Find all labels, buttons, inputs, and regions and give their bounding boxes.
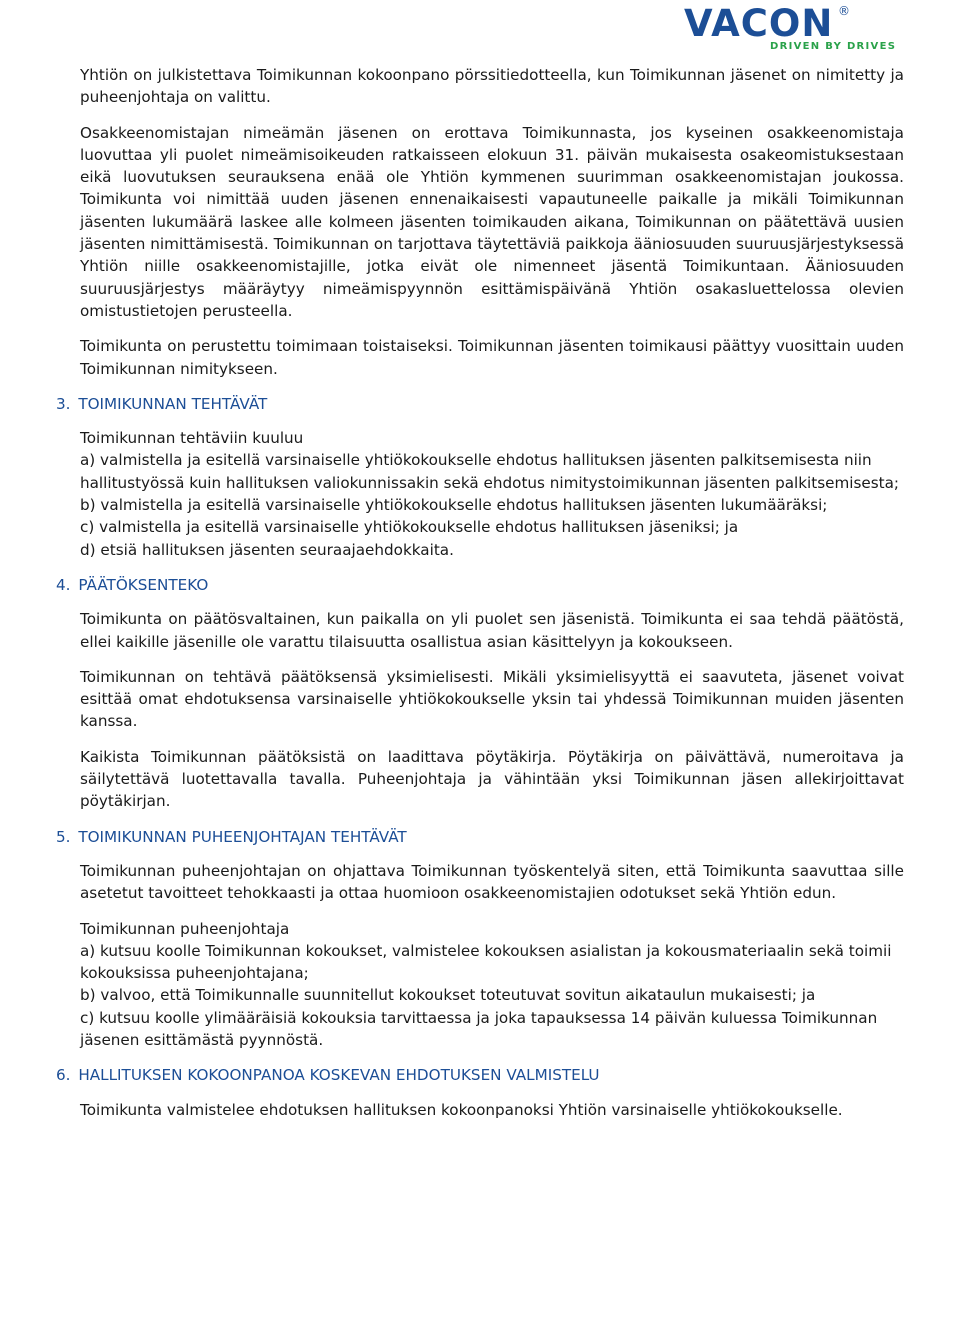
section-6-number: 6. — [56, 1066, 71, 1085]
section-4-heading — [56, 574, 904, 596]
section-3-item-d: d) etsiä hallituksen jäsenten seuraajaehdokkaita. — [80, 540, 454, 559]
section-3-list — [80, 427, 904, 561]
section-5-lead: Toimikunnan puheenjohtaja — [80, 919, 290, 938]
logo-registered-mark: ® — [838, 4, 850, 18]
section-3-heading — [56, 393, 904, 415]
section-5-title: TOIMIKUNNAN PUHEENJOHTAJAN TEHTÄVÄT — [78, 827, 407, 846]
intro-paragraph-2: Osakkeenomistajan nimeämän jäsenen on erottava Toimikunnasta, jos kyseinen osakkeenomistaja luovuttaa yli puolet nimeämisoikeuden ratkaisseen elokuun 31. päivän mukaisesta osakeomistuksestaan eikä luovutuksen seurauksena enää ole Yhtiön kymmenen suurimman osakkeenomistajan joukossa. Toimikunta voi nimittää uuden jäsenen ennenaikaisesti vapautuneelle paikalle ja mikäli Toimikunnan jäsenten lukumäärä laskee alle kolmeen jäsenten toimikauden aikana, Toimikunnan on päätettävä uusien jäsenten nimittämisestä. Toimikunnan on tarjottava täytettäviä paikkoja ääniosuuden suuruusjärjestyksessä Yhtiön niille osakkeenomistajille, jotka eivät ole nimenneet jäsentä Toimikuntaan. Ääniosuuden suuruusjärjestys määräytyy nimeämispyynnön esittämispäivänä Yhtiön osakasluettelossa olevien omistustietojen perusteella. — [80, 123, 904, 320]
section-6-paragraph-1: Toimikunta valmistelee ehdotuksen hallituksen kokoonpanoksi Yhtiön varsinaiselle yhtiökokoukselle. — [80, 1100, 843, 1119]
section-5-item-a: a) kutsuu koolle Toimikunnan kokoukset, valmistelee kokouksen asialistan ja kokousmateriaalin sekä toimii kokouksissa puheenjohtajana; — [80, 941, 892, 983]
logo-tagline: DRIVEN BY DRIVES — [770, 41, 897, 52]
section-6-title: HALLITUKSEN KOKOONPANOA KOSKEVAN EHDOTUKSEN VALMISTELU — [78, 1066, 600, 1085]
section-4-paragraph-2: Toimikunnan on tehtävä päätöksensä yksimielisesti. Mikäli yksimielisyyttä ei saavuteta, jäsenet voivat esittää omat ehdotuksensa varsinaiselle yhtiökokoukselle yksin tai yhdessä Toimikunnan muiden jäsenten kanssa. — [80, 667, 904, 731]
intro-paragraph-3: Toimikunta on perustettu toimimaan toistaiseksi. Toimikunnan jäsenten toimikausi päättyy vuosittain uuden Toimikunnan nimitykseen. — [80, 337, 904, 378]
section-5-paragraph-1: Toimikunnan puheenjohtajan on ohjattava Toimikunnan työskentelyä siten, että Toimikunta saavuttaa sille asetetut tavoitteet tehokkaasti ja ottaa huomioon osakkeenomistajien odotukset sekä Yhtiön edun. — [80, 861, 904, 903]
intro-paragraph-1: Yhtiön on julkistettava Toimikunnan kokoonpano pörssitiedotteella, kun Toimikunnan jäsenet on nimitetty ja puheenjohtaja on valittu. — [80, 66, 904, 107]
section-3-item-b: b) valmistella ja esitellä varsinaiselle yhtiökokoukselle ehdotus hallituksen jäsenten lukumääräksi; — [80, 496, 828, 515]
section-3-lead: Toimikunnan tehtäviin kuuluu — [80, 429, 304, 448]
section-5-item-c: c) kutsuu koolle ylimääräisiä kokouksia tarvittaessa ja joka tapauksessa 14 päivän kuluessa Toimikunnan jäsenen esittämästä pyynnöstä. — [80, 1008, 878, 1049]
section-3-title: TOIMIKUNNAN TEHTÄVÄT — [78, 394, 268, 413]
section-5-list — [80, 918, 904, 1052]
section-5-number: 5. — [56, 827, 71, 846]
section-4-paragraph-3: Kaikista Toimikunnan päätöksistä on laadittava pöytäkirja. Pöytäkirja on päivättävä, numeroitava ja säilytettävä luotettavalla tavalla. Puheenjohtaja ja vähintään yksi Toimikunnan jäsen allekirjoittavat pöytäkirjan. — [80, 747, 904, 811]
section-3-item-a: a) valmistella ja esitellä varsinaiselle yhtiökokoukselle ehdotus hallituksen jäsenten palkitsemisesta niin hallitustyössä kuin hallituksen valiokunnissakin sekä ehdotus nimitystoimikunnan jäsenten palkitsemisesta; — [80, 451, 900, 492]
section-3-item-c: c) valmistella ja esitellä varsinaiselle yhtiökokoukselle ehdotus hallituksen jäseniksi; ja — [80, 518, 739, 537]
vacon-logo — [682, 4, 954, 54]
section-5-item-b: b) valvoo, että Toimikunnalle suunnitellut kokoukset toteutuvat sovitun aikataulun mukaisesti; ja — [80, 986, 816, 1005]
logo-wordmark: VACON — [684, 2, 834, 45]
section-3-number: 3. — [56, 394, 71, 413]
section-5-heading — [56, 826, 904, 848]
section-6-heading — [56, 1064, 904, 1086]
section-4-paragraph-1: Toimikunta on päätösvaltainen, kun paikalla on yli puolet sen jäsenistä. Toimikunta ei saa tehdä päätöstä, ellei kaikille jäsenille ole varattu tilaisuutta osallistua asian käsittelyyn ja kokoukseen. — [80, 610, 904, 651]
section-4-number: 4. — [56, 575, 71, 594]
document-body — [56, 64, 904, 1134]
section-4-title: PÄÄTÖKSENTEKO — [78, 575, 209, 594]
